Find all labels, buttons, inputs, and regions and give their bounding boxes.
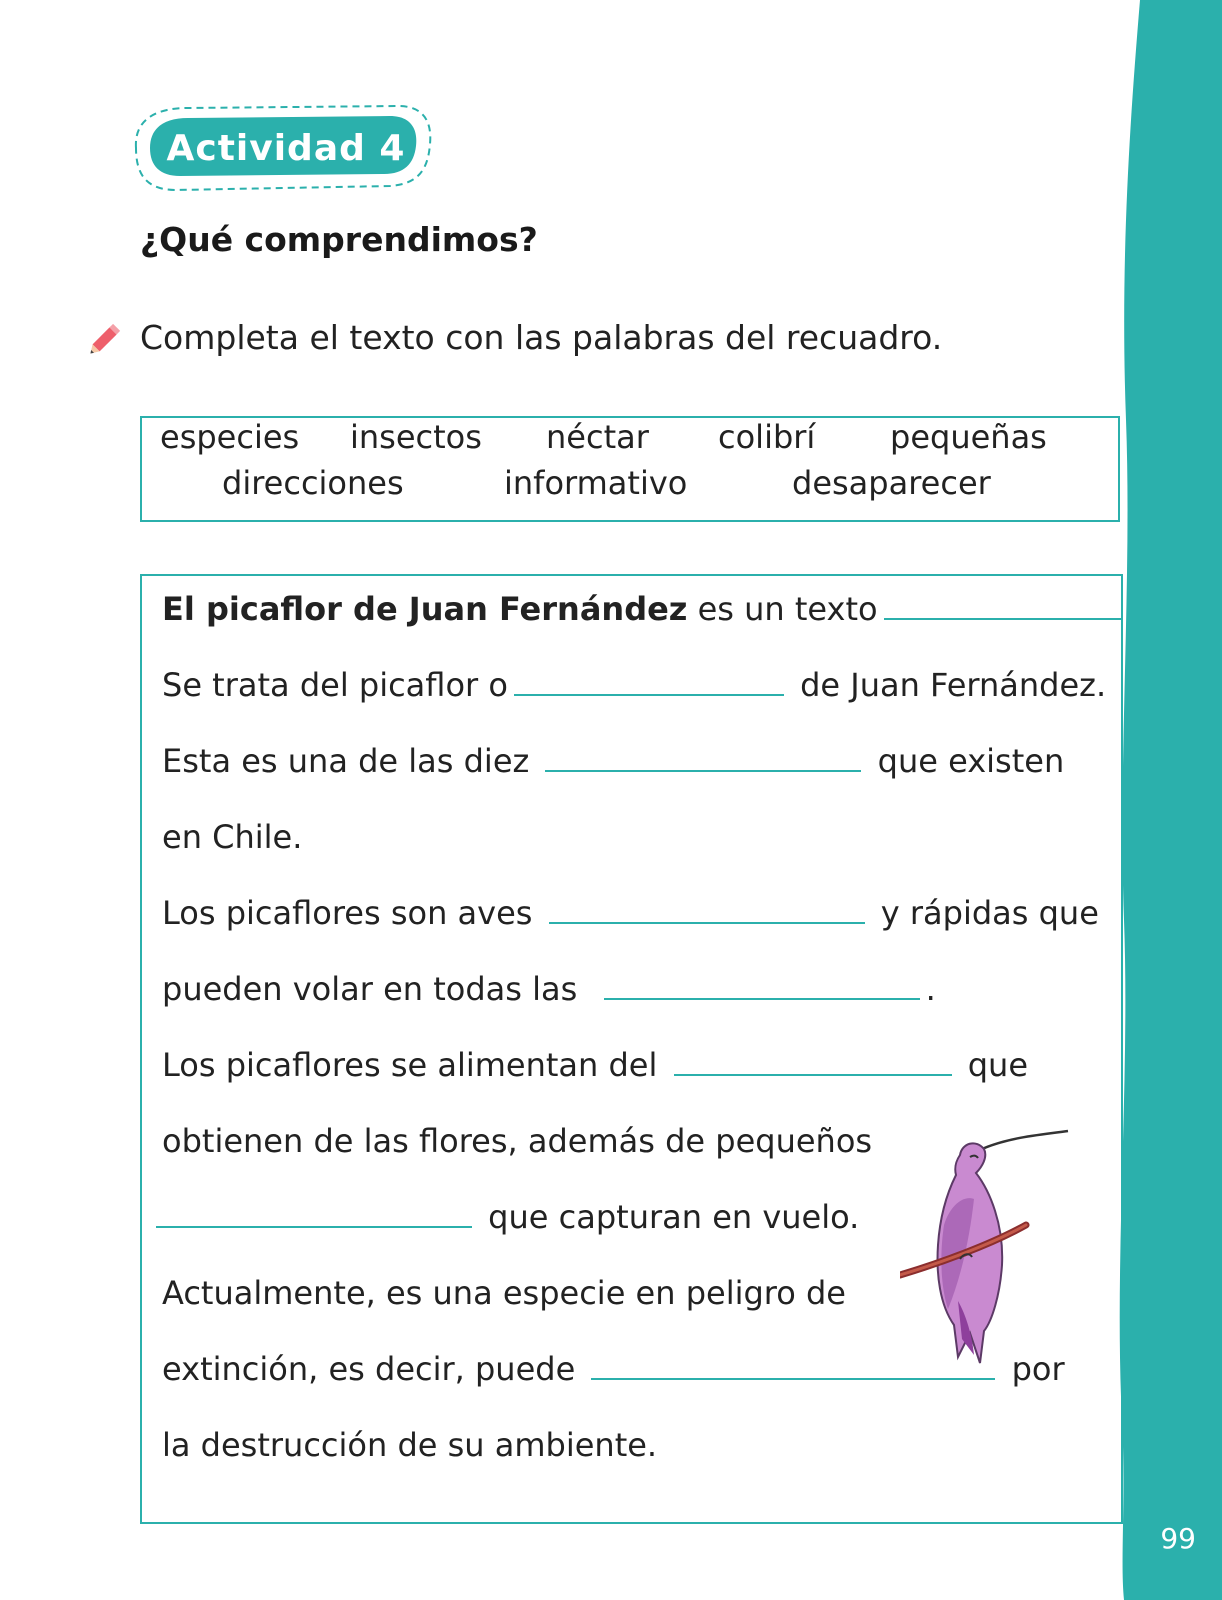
blank-6[interactable] [674, 1073, 952, 1076]
word-colibri: colibrí [718, 418, 816, 456]
passage-line-7: Los picaflores se alimentan del que [162, 1046, 1028, 1084]
passage-title: El picaflor de Juan Fernández [162, 590, 688, 628]
passage-line-1: El picaflor de Juan Fernández es un texto [162, 590, 1128, 628]
blank-1[interactable] [884, 617, 1122, 620]
passage-line-3: Esta es una de las diez que existen [162, 742, 1065, 780]
activity-label: Actividad 4 [166, 127, 406, 169]
passage-line-6: pueden volar en todas las . [162, 970, 936, 1008]
passage-line-9: que capturan en vuelo. [156, 1198, 859, 1236]
word-desaparecer: desaparecer [792, 464, 991, 502]
pencil-icon [84, 316, 128, 360]
blank-2[interactable] [514, 693, 784, 696]
section-heading: ¿Qué comprendimos? [140, 220, 538, 259]
word-insectos: insectos [350, 418, 482, 456]
side-band [1112, 0, 1222, 1600]
blank-5[interactable] [604, 997, 920, 1000]
word-informativo: informativo [504, 464, 688, 502]
passage-line-11: extinción, es decir, puede por [162, 1350, 1065, 1388]
passage-line-4: en Chile. [162, 818, 303, 856]
passage-line-5: Los picaflores son aves y rápidas que [162, 894, 1099, 932]
word-direcciones: direcciones [222, 464, 404, 502]
passage-line-2: Se trata del picaflor o de Juan Fernández. [162, 666, 1107, 704]
passage-line-10: Actualmente, es una especie en peligro de [162, 1274, 846, 1312]
passage-line-8: obtienen de las flores, además de pequeños [162, 1122, 873, 1160]
word-bank [140, 416, 1120, 522]
hummingbird-illustration [900, 1125, 1070, 1370]
passage-box [140, 574, 1123, 1524]
word-nectar: néctar [546, 418, 649, 456]
instruction-text: Completa el texto con las palabras del recuadro. [140, 318, 943, 357]
passage-line-12: la destrucción de su ambiente. [162, 1426, 658, 1464]
page-number: 99 [1160, 1522, 1196, 1555]
blank-8[interactable] [591, 1377, 995, 1380]
blank-3[interactable] [545, 769, 861, 772]
blank-7[interactable] [156, 1225, 472, 1228]
word-pequenas: pequeñas [890, 418, 1047, 456]
blank-4[interactable] [549, 921, 865, 924]
activity-badge [128, 104, 438, 192]
word-especies: especies [160, 418, 300, 456]
